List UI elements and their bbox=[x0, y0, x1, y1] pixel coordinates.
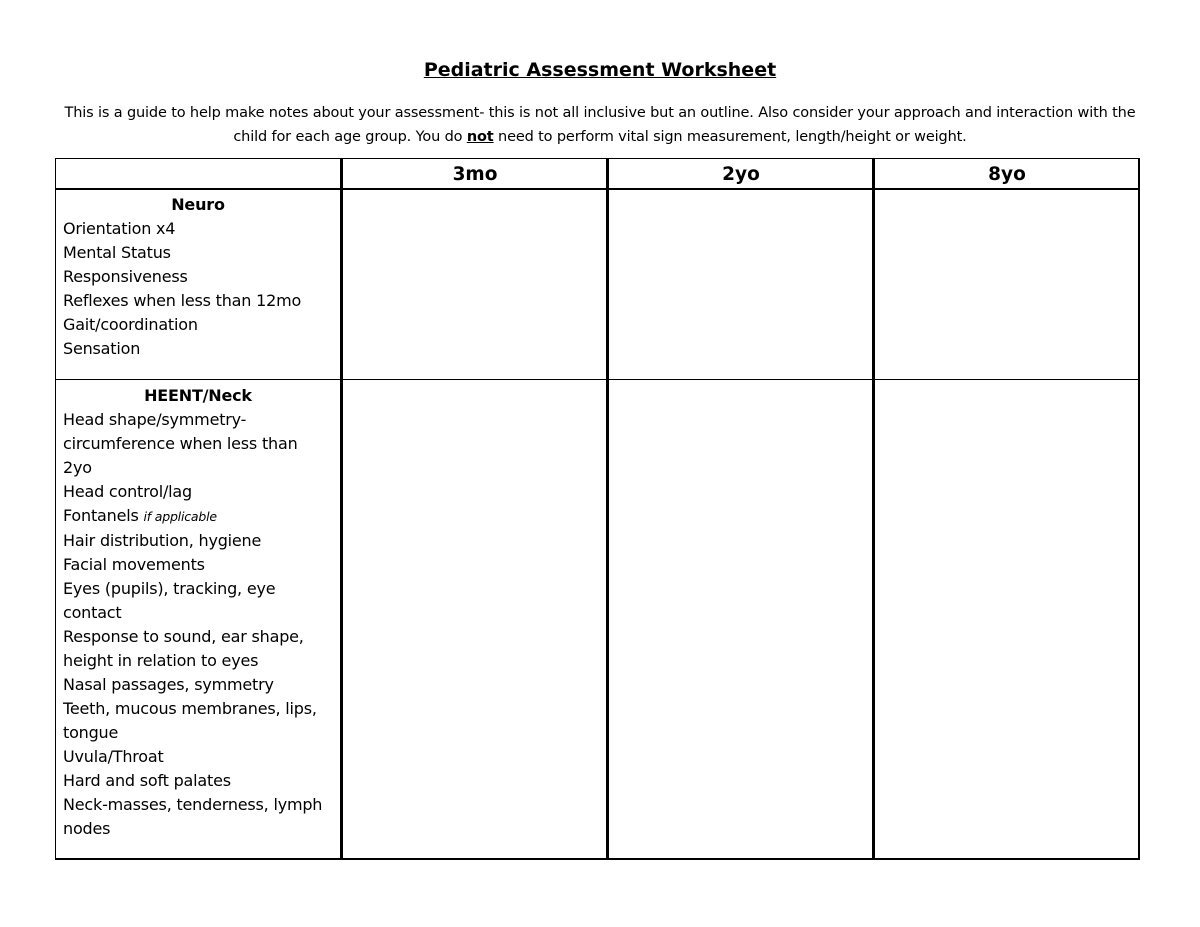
fontanels-note: if applicable bbox=[143, 509, 217, 524]
table-bottom-border bbox=[55, 858, 1140, 860]
column-divider bbox=[872, 158, 875, 860]
list-item: Nasal passages, symmetry bbox=[63, 675, 274, 694]
column-header-8yo: 8yo bbox=[988, 164, 1026, 185]
heent-label-cell bbox=[55, 380, 340, 860]
section-title-neuro: Neuro bbox=[171, 195, 225, 214]
column-header-2yo: 2yo bbox=[722, 164, 760, 185]
list-item: Responsiveness bbox=[63, 267, 188, 286]
list-item: Response to sound, ear shape, bbox=[63, 627, 304, 646]
neuro-8yo-notes-cell[interactable] bbox=[874, 189, 1140, 380]
table-left-border bbox=[55, 158, 56, 860]
row-divider bbox=[55, 379, 1140, 380]
list-item: Hair distribution, hygiene bbox=[63, 531, 262, 550]
list-item: tongue bbox=[63, 723, 119, 742]
section-title-heent-neck: HEENT/Neck bbox=[144, 386, 252, 405]
list-item: Hard and soft palates bbox=[63, 771, 231, 790]
heent-8yo-notes-cell[interactable] bbox=[874, 380, 1140, 860]
header-cell-blank bbox=[56, 159, 341, 189]
list-item: Uvula/Throat bbox=[63, 747, 164, 766]
list-item: circumference when less than bbox=[63, 434, 298, 453]
list-item: Orientation x4 bbox=[63, 219, 176, 238]
fontanels-label: Fontanels bbox=[63, 506, 139, 525]
list-item: height in relation to eyes bbox=[63, 651, 259, 670]
neuro-label-cell bbox=[55, 189, 340, 380]
list-item: Facial movements bbox=[63, 555, 205, 574]
list-item: Teeth, mucous membranes, lips, bbox=[63, 699, 317, 718]
worksheet-title: Pediatric Assessment Worksheet bbox=[423, 59, 777, 81]
instructions-text-2: need to perform vital sign measurement, length/height or weight. bbox=[493, 129, 967, 145]
heent-3mo-notes-cell[interactable] bbox=[342, 380, 608, 860]
list-item: Gait/coordination bbox=[63, 315, 198, 334]
neuro-2yo-notes-cell[interactable] bbox=[608, 189, 874, 380]
column-header-3mo: 3mo bbox=[452, 164, 498, 185]
column-divider bbox=[606, 158, 609, 860]
header-divider bbox=[55, 188, 1140, 190]
list-item: contact bbox=[63, 603, 122, 622]
assessment-table bbox=[55, 158, 1140, 860]
heent-2yo-notes-cell[interactable] bbox=[608, 380, 874, 860]
table-right-border bbox=[1138, 158, 1140, 860]
instructions-emphasis: not bbox=[466, 129, 494, 145]
list-item: Sensation bbox=[63, 339, 141, 358]
list-item: 2yo bbox=[63, 458, 92, 477]
list-item: nodes bbox=[63, 819, 111, 838]
list-item bbox=[63, 504, 340, 529]
list-item: Reflexes when less than 12mo bbox=[63, 291, 302, 310]
table-top-border bbox=[55, 158, 1140, 159]
worksheet-instructions bbox=[58, 101, 1142, 149]
neuro-3mo-notes-cell[interactable] bbox=[342, 189, 608, 380]
list-item: Eyes (pupils), tracking, eye bbox=[63, 579, 276, 598]
column-divider bbox=[340, 158, 343, 860]
list-item: Head control/lag bbox=[63, 482, 192, 501]
list-item: Neck-masses, tenderness, lymph bbox=[63, 795, 323, 814]
list-item: Head shape/symmetry- bbox=[63, 410, 247, 429]
instructions-text-1: This is a guide to help make notes about your assessment- this is not all inclusive but an outline. Also consider your approach and interaction with the child for each age group. You do bbox=[64, 105, 1136, 145]
list-item: Mental Status bbox=[63, 243, 171, 262]
